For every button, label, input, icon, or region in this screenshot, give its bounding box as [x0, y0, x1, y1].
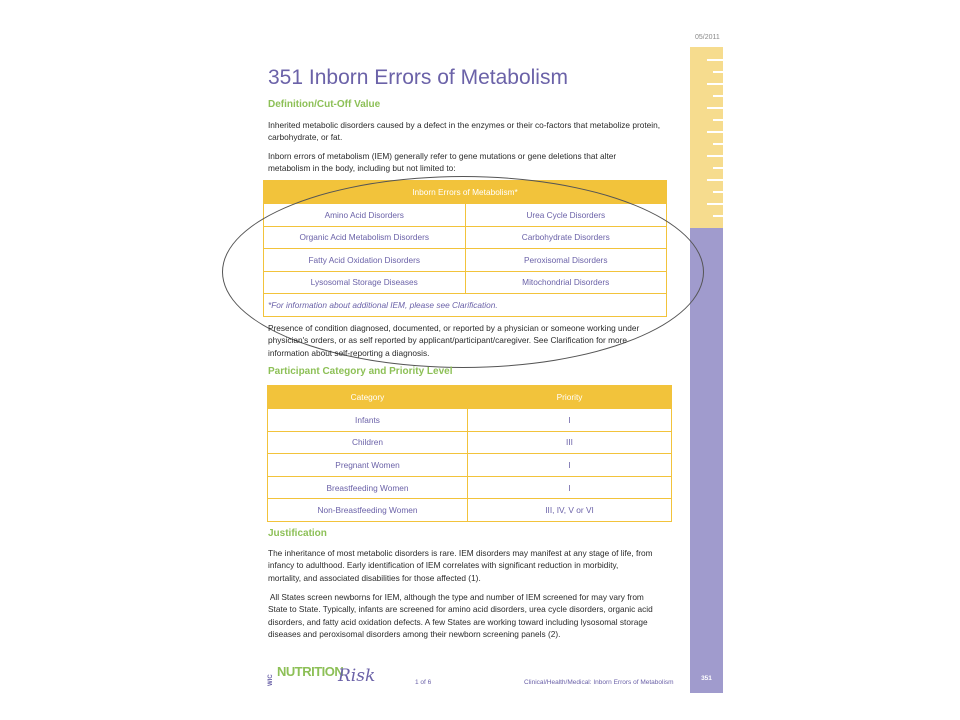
table-cell: Non-Breastfeeding Women: [268, 499, 468, 522]
table-row: [268, 409, 672, 432]
justification-paragraph-1: [268, 547, 670, 584]
table-row: [268, 476, 672, 499]
text-line: Presence of condition diagnosed, documented, or reported by a physician or someone working under: [268, 323, 640, 333]
text-line: metabolism in the body, including but not limited to:: [268, 163, 456, 174]
text-line: All States screen newborns for IEM, although the type and number of IEM screened for may vary from: [268, 592, 644, 602]
table-row: [268, 454, 672, 477]
category-priority-table: [267, 385, 672, 522]
table-cell: Carbohydrate Disorders: [465, 226, 667, 249]
table-cell: I: [468, 409, 672, 432]
table-cell: III: [468, 431, 672, 454]
document-date: 05/2011: [695, 34, 720, 41]
text-line: disorders, and fatty acid oxidation defects. A few States are working toward including lysosomal storage: [268, 616, 648, 627]
table-cell: Mitochondrial Disorders: [465, 271, 667, 294]
text-line: The inheritance of most metabolic disorders is rare. IEM disorders may manifest at any stage of life, from: [268, 548, 653, 558]
category-heading: Participant Category and Priority Level: [268, 366, 453, 377]
table-row: [268, 499, 672, 522]
page-number: 1 of 6: [415, 679, 432, 686]
page-title: 351 Inborn Errors of Metabolism: [268, 66, 568, 89]
text-line: diseases and peroxisomal disorders among their newborn screening panels (2).: [268, 629, 561, 640]
table-cell: I: [468, 476, 672, 499]
col-header-category: Category: [268, 386, 468, 409]
table-cell: Amino Acid Disorders: [264, 204, 466, 227]
definition-paragraph: [268, 119, 670, 144]
text-line: carbohydrate, or fat.: [268, 132, 343, 143]
text-line: infancy to adulthood. Early identification of IEM correlates with significant reduction in morbidity,: [268, 560, 619, 571]
text-line: Inherited metabolic disorders caused by a defect in the enzymes or their co-factors that metabolize protein,: [268, 120, 660, 130]
logo-wic-text: WIC: [268, 674, 274, 686]
table-cell: III, IV, V or VI: [468, 499, 672, 522]
presence-paragraph: [268, 322, 670, 359]
iem-table-header: Inborn Errors of Metabolism*: [264, 181, 667, 204]
justification-paragraph-2: [268, 591, 670, 641]
logo-nutrition-text: NUTRITION: [277, 664, 344, 679]
table-cell: Breastfeeding Women: [268, 476, 468, 499]
ruler-decoration: [690, 47, 723, 228]
justification-heading: Justification: [268, 528, 327, 539]
table-cell: Organic Acid Metabolism Disorders: [264, 226, 466, 249]
text-line: State to State. Typically, infants are screened for amino acid disorders, urea cycle disorders, organic acid: [268, 604, 653, 615]
logo-risk-text: Risk: [338, 666, 376, 686]
table-cell: Lysosomal Storage Diseases: [264, 271, 466, 294]
text-line: Inborn errors of metabolism (IEM) generally refer to gene mutations or gene deletions that alter: [268, 151, 617, 161]
wic-nutrition-risk-logo: [268, 664, 378, 688]
definition-heading: Definition/Cut-Off Value: [268, 99, 381, 110]
table-cell: Fatty Acid Oxidation Disorders: [264, 249, 466, 272]
text-line: information about self-reporting a diagnosis.: [268, 347, 430, 358]
iem-intro-paragraph: [268, 150, 670, 175]
table-cell: Pregnant Women: [268, 454, 468, 477]
risk-code: 351: [701, 675, 712, 682]
text-line: physician's orders, or as self reported by applicant/participant/caregiver. See Clarification for more: [268, 335, 627, 346]
table-cell: Peroxisomal Disorders: [465, 249, 667, 272]
table-cell: Urea Cycle Disorders: [465, 204, 667, 227]
footer-breadcrumb: Clinical/Health/Medical: Inborn Errors of Metabolism: [524, 679, 674, 686]
table-cell: I: [468, 454, 672, 477]
text-line: mortality, and associated disabilities for those affected (1).: [268, 572, 481, 583]
table-cell: Children: [268, 431, 468, 454]
table-row: [268, 431, 672, 454]
table-cell: Infants: [268, 409, 468, 432]
iem-table-note: *For information about additional IEM, please see Clarification.: [264, 294, 667, 317]
col-header-priority: Priority: [468, 386, 672, 409]
